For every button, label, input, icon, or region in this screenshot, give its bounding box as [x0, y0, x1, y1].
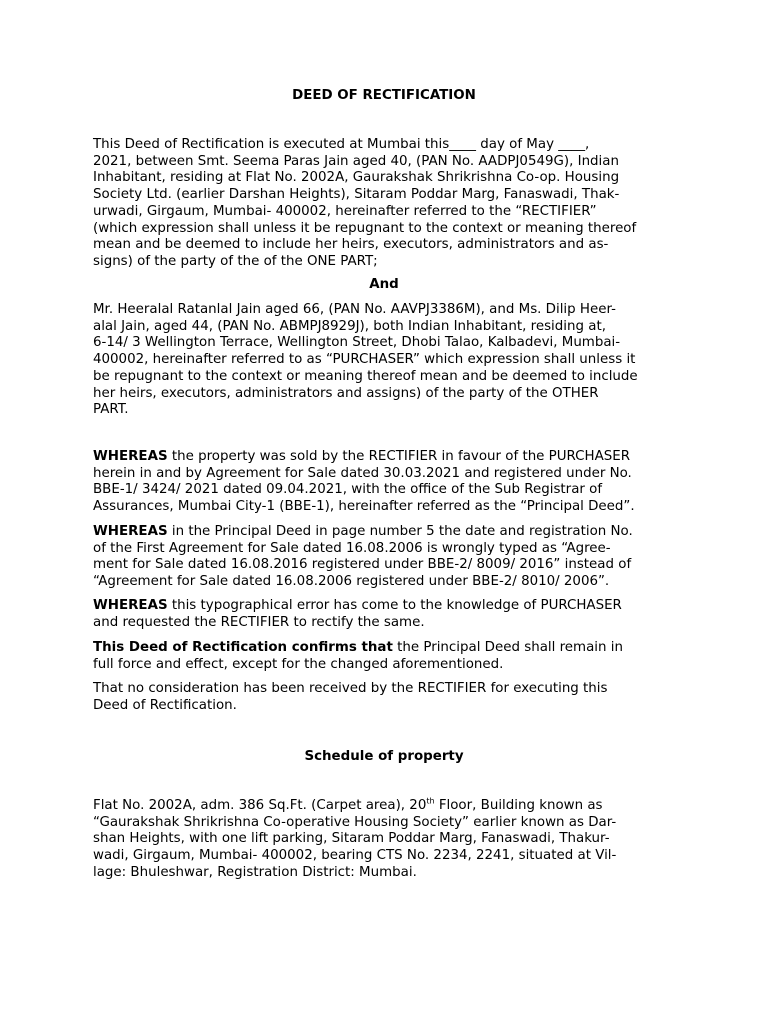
- whereas-line: “Agreement for Sale dated 16.08.2006 registered under BBE-2/ 8010/ 2006”.: [93, 574, 610, 590]
- ordinal-suffix: th: [426, 796, 435, 806]
- whereas-line: ment for Sale dated 16.08.2016 registered under BBE-2/ 8009/ 2016” instead of: [93, 557, 632, 573]
- schedule-line: “Gaurakshak Shrikrishna Co-operative Housing Society” earlier known as Dar-: [93, 814, 617, 830]
- purchaser-line: 6-14/ 3 Wellington Terrace, Wellington Street, Dhobi Talao, Kalbadevi, Mumbai-: [93, 335, 621, 351]
- consideration-paragraph: [93, 681, 675, 714]
- schedule-paragraph: [93, 798, 675, 882]
- whereas-line: herein in and by Agreement for Sale dated 30.03.2021 and registered under No.: [93, 465, 632, 481]
- schedule-line: Floor, Building known as: [434, 798, 603, 813]
- purchaser-line: Mr. Heeralal Ratanlal Jain aged 66, (PAN No. AAVPJ3386M), and Ms. Dilip Heer-: [93, 302, 616, 317]
- whereas-line: of the First Agreement for Sale dated 16.08.2006 is wrongly typed as “Agree-: [93, 540, 611, 556]
- whereas-line: this typographical error has come to the knowledge of PURCHASER: [167, 598, 622, 613]
- whereas-error-paragraph: [93, 524, 675, 591]
- intro-line: This Deed of Rectification is executed at Mumbai this____ day of May ____,: [93, 137, 590, 152]
- whereas-sale-paragraph: [93, 449, 675, 516]
- document-title: DEED OF RECTIFICATION: [292, 88, 476, 103]
- purchaser-line: 400002, hereinafter referred to as “PURCHASER” which expression shall unless it: [93, 352, 636, 368]
- whereas-lead: WHEREAS: [93, 598, 168, 613]
- whereas-line: Assurances, Mumbai City-1 (BBE-1), hereinafter referred as the “Principal Deed”.: [93, 499, 635, 515]
- intro-line: mean and be deemed to include her heirs, executors, administrators and as-: [93, 237, 609, 253]
- intro-line: Inhabitant, residing at Flat No. 2002A, Gaurakshak Shrikrishna Co-op. Housing: [93, 170, 620, 186]
- schedule-line: Flat No. 2002A, adm. 386 Sq.Ft. (Carpet area), 20: [93, 798, 427, 813]
- confirmation-line: the Principal Deed shall remain in: [392, 640, 623, 655]
- whereas-knowledge-paragraph: [93, 598, 675, 631]
- whereas-line: in the Principal Deed in page number 5 the date and registration No.: [167, 524, 633, 539]
- whereas-line: BBE-1/ 3424/ 2021 dated 09.04.2021, with the office of the Sub Registrar of: [93, 482, 603, 498]
- schedule-line: wadi, Girgaum, Mumbai- 400002, bearing CTS No. 2234, 2241, situated at Vil-: [93, 848, 617, 864]
- intro-line: 2021, between Smt. Seema Paras Jain aged 40, (PAN No. AADPJ0549G), Indian: [93, 153, 619, 169]
- intro-line: (which expression shall unless it be repugnant to the context or meaning thereof: [93, 220, 637, 236]
- intro-line: urwadi, Girgaum, Mumbai- 400002, hereinafter referred to the “RECTIFIER”: [93, 203, 597, 219]
- intro-line: signs) of the party of the of the ONE PART;: [93, 253, 378, 269]
- schedule-line: lage: Bhuleshwar, Registration District: Mumbai.: [93, 864, 417, 880]
- purchaser-line: PART.: [93, 402, 129, 418]
- purchaser-line: alal Jain, aged 44, (PAN No. ABMPJ8929J), both Indian Inhabitant, residing at,: [93, 318, 606, 334]
- whereas-line: the property was sold by the RECTIFIER in favour of the PURCHASER: [167, 449, 631, 464]
- confirmation-paragraph: [93, 640, 675, 673]
- whereas-lead: WHEREAS: [93, 524, 168, 539]
- confirmation-lead: This Deed of Rectification confirms that: [93, 640, 393, 655]
- consideration-line: Deed of Rectification.: [93, 697, 237, 713]
- purchaser-line: her heirs, executors, administrators and assigns) of the party of the OTHER: [93, 385, 599, 401]
- consideration-line: That no consideration has been received by the RECTIFIER for executing this: [93, 681, 608, 696]
- whereas-lead: WHEREAS: [93, 449, 168, 464]
- whereas-line: and requested the RECTIFIER to rectify the same.: [93, 614, 425, 630]
- schedule-line: shan Heights, with one lift parking, Sitaram Poddar Marg, Fanaswadi, Thakur-: [93, 831, 610, 847]
- schedule-heading: Schedule of property: [304, 749, 464, 764]
- intro-line: Society Ltd. (earlier Darshan Heights), Sitaram Poddar Marg, Fanaswadi, Thak-: [93, 187, 620, 203]
- purchaser-line: be repugnant to the context or meaning thereof mean and be deemed to include: [93, 368, 638, 384]
- intro-paragraph: [93, 137, 675, 271]
- purchaser-paragraph: [93, 302, 675, 419]
- and-separator: And: [369, 277, 399, 292]
- confirmation-line: full force and effect, except for the changed aforementioned.: [93, 656, 504, 672]
